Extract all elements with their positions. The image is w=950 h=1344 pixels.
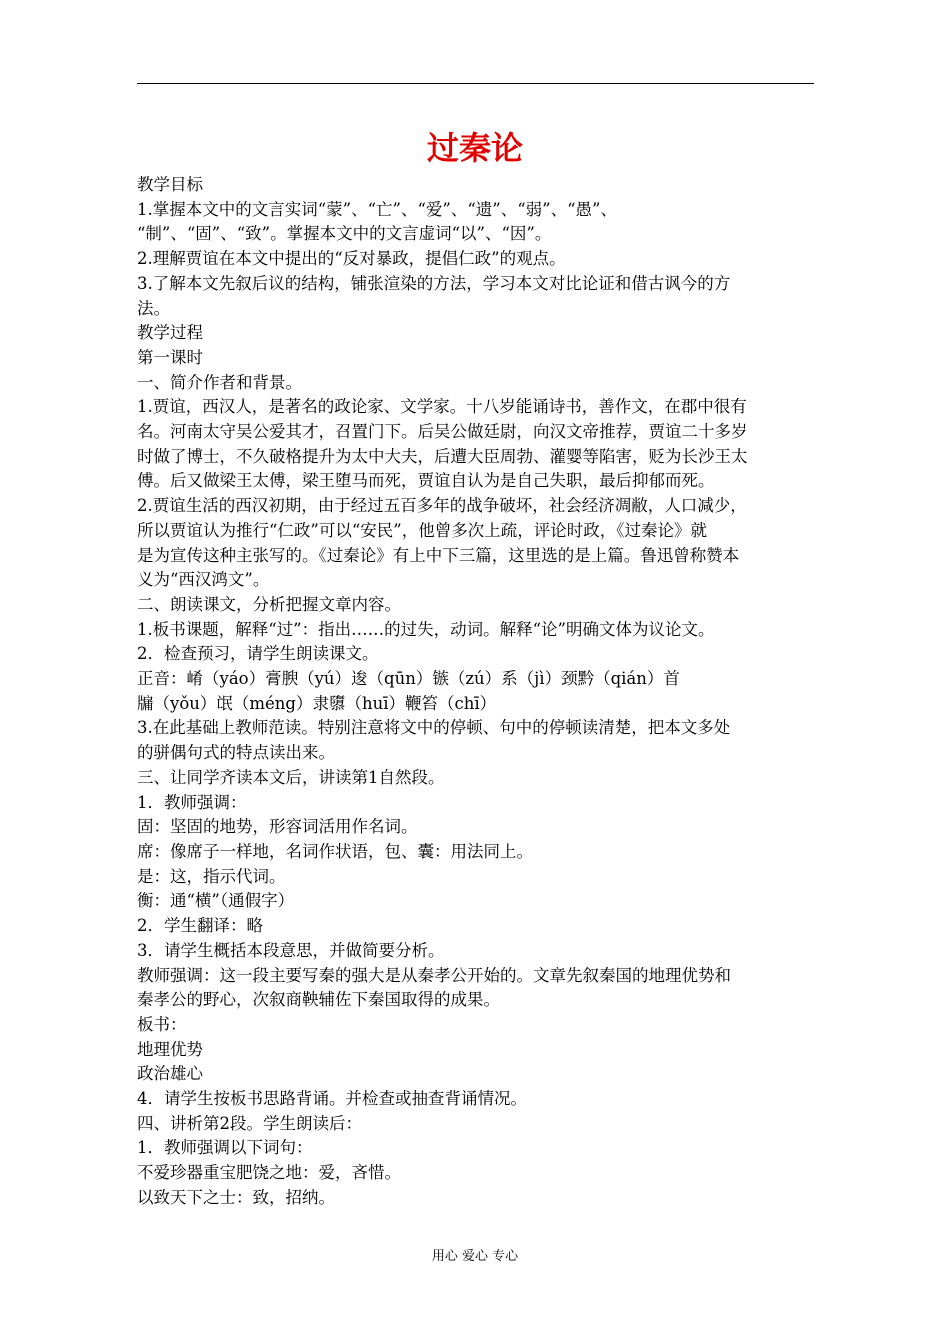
page-footer: 用心 爱心 专心: [431, 1249, 519, 1264]
body-line: 是：这，指示代词。: [137, 866, 286, 886]
body-line: 衡：通“横”（通假字）: [137, 891, 295, 911]
body-line: 3.在此基础上教师范读。特别注意将文中的停顿、句中的停顿读清楚，把本文多处: [137, 718, 731, 738]
body-line: 1．教师强调：: [137, 792, 247, 812]
body-line: 教学过程: [137, 323, 203, 343]
body-line: 名。河南太守吴公爱其才，召置门下。后吴公做廷尉，向汉文帝推荐，贾谊二十多岁: [137, 422, 748, 442]
body-line: 政治雄心: [137, 1064, 203, 1084]
body-line: 地理优势: [137, 1039, 203, 1059]
body-line: 教学目标: [137, 175, 203, 194]
body-line: 三、让同学齐读本文后，讲读第1自然段。: [137, 767, 445, 787]
body-line: 1.板书课题，解释“过”：指出……的过失，动词。解释“论”明确文体为议论文。: [137, 619, 715, 639]
body-line: 教师强调：这一段主要写秦的强大是从秦孝公开始的。文章先叙秦国的地理优势和: [137, 965, 731, 985]
body-line: 的骈偶句式的特点读出来。: [137, 743, 335, 763]
body-line: “制”、“固”、“致”。掌握本文中的文言虚词“以”、“因”。: [137, 224, 552, 244]
body-line: 2.贾谊生活的西汉初期，由于经过五百多年的战争破坏，社会经济凋敝，人口减少，: [137, 496, 747, 516]
body-line: 义为“西汉鸿文”。: [137, 570, 270, 590]
body-line: 2．学生翻译：略: [137, 916, 263, 936]
body-line: 1.贾谊，西汉人，是著名的政论家、文学家。十八岁能诵诗书，善作文，在郡中很有: [137, 397, 747, 417]
body-line: 席：像席子一样地，名词作状语，包、囊：用法同上。: [137, 841, 533, 861]
body-line: 1．教师强调以下词句：: [137, 1138, 313, 1158]
document-title: 过秦论: [426, 129, 523, 167]
body-line: 2．检查预习，请学生朗读课文。: [137, 644, 379, 664]
body-line: 法。: [137, 298, 170, 318]
body-line: 3．请学生概括本段意思，并做简要分析。: [137, 940, 445, 960]
body-line: 2.理解贾谊在本文中提出的“反对暴政，提倡仁政”的观点。: [137, 249, 566, 269]
body-line: 时做了博士，不久破格提升为太中大夫，后遭大臣周勃、灌婴等陷害，贬为长沙王太: [137, 446, 748, 466]
body-line: 二、朗读课文，分析把握文章内容。: [137, 594, 401, 614]
body-line: 以致天下之士：致，招纳。: [137, 1187, 335, 1207]
body-line: 秦孝公的野心，次叙商鞅辅佐下秦国取得的成果。: [137, 990, 500, 1010]
body-line: 4．请学生按板书思路背诵。并检查或抽查背诵情况。: [137, 1089, 527, 1109]
body-line: 一、简介作者和背景。: [137, 372, 302, 392]
document-body: [137, 173, 817, 1211]
body-line: 四、讲析第2段。学生朗读后：: [137, 1113, 362, 1133]
header-rule: [137, 83, 814, 84]
body-line: 正音：崤（yáo）膏腴（yú）逡（qūn）镞（zú）系（jì）颈黔（qián）首: [137, 669, 680, 689]
body-line: 固：坚固的地势，形容词活用作名词。: [137, 817, 418, 837]
body-line: 是为宣传这种主张写的。《过秦论》有上中下三篇，这里选的是上篇。鲁迅曾称赞本: [137, 545, 740, 565]
body-line: 1.掌握本文中的文言实词“蒙”、“亡”、“爱”、“遗”、“弱”、“愚”、: [137, 199, 617, 219]
body-line: 傅。后又做梁王太傅，梁王堕马而死，贾谊自认为是自己失职，最后抑郁而死。: [137, 471, 715, 491]
body-line: 牖（yǒu）氓（méng）隶隳（huī）鞭笞（chī）: [137, 693, 497, 713]
body-line: 不爱珍器重宝肥饶之地：爱，吝惜。: [137, 1163, 401, 1183]
body-line: 所以贾谊认为推行“仁政”可以“安民”，他曾多次上疏，评论时政，《过秦论》就: [137, 520, 707, 540]
body-line: 第一课时: [137, 347, 203, 367]
body-line: 3.了解本文先叙后议的结构，铺张渲染的方法，学习本文对比论证和借古讽今的方: [137, 273, 731, 293]
body-line: 板书：: [137, 1014, 187, 1034]
